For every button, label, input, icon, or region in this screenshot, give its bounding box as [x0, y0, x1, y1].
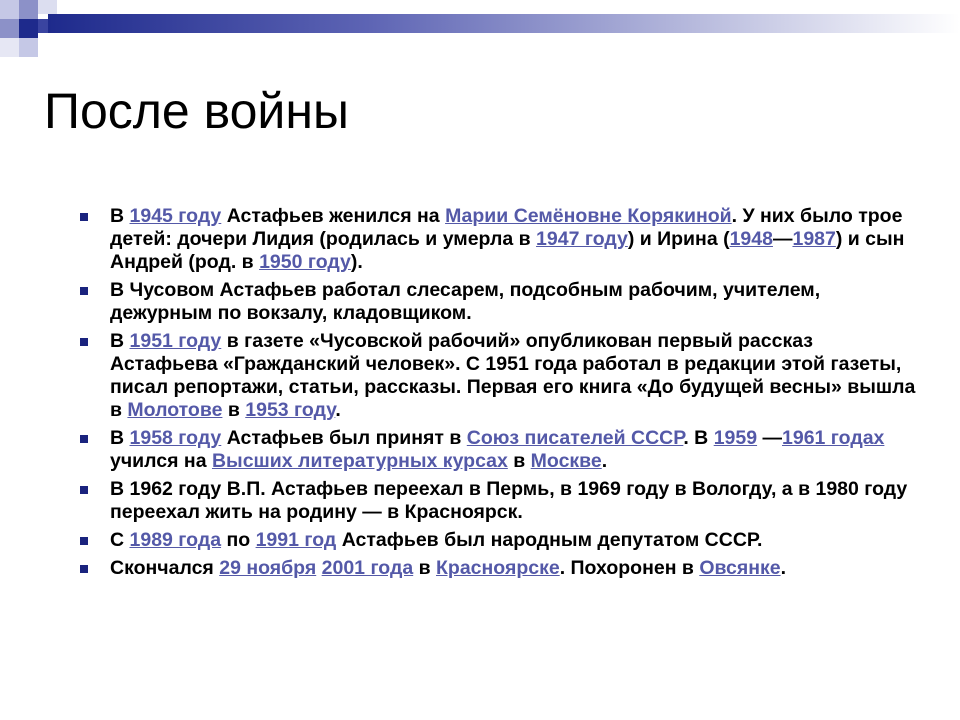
bullet-text: Астафьев был народным депутатом СССР. — [336, 529, 763, 551]
bullet-item — [80, 529, 920, 552]
text-link[interactable]: 1951 году — [129, 330, 222, 352]
bullet-text: В — [110, 205, 130, 227]
text-link[interactable]: Марии Семёновне Корякиной — [445, 205, 732, 227]
bullet-text: Астафьев был принят в — [221, 427, 467, 449]
text-link[interactable]: 1987 — [792, 228, 836, 250]
square-bullet-icon — [80, 565, 88, 573]
bullet-item — [80, 427, 920, 473]
bullet-text: в — [507, 450, 531, 472]
bullet-text: . В — [683, 427, 714, 449]
square-bullet-icon — [80, 287, 88, 295]
bullet-item — [80, 478, 920, 524]
bullet-text: в газете «Чусовской рабочий» опубликован первый рассказ Астафьева «Гражданский человек». С 1951 года работал в редакции этой газеты, писал репортажи, статьи, рассказы. Первая его книга «До будущей весны» вышла в — [110, 330, 916, 421]
text-link[interactable]: 1958 году — [129, 427, 222, 449]
bullet-text: — — [757, 427, 782, 449]
text-link[interactable]: 2001 года — [321, 557, 414, 579]
text-link[interactable]: Высших литературных курсах — [211, 450, 508, 472]
slide-title: После войны — [44, 83, 349, 139]
bullet-text: по — [221, 529, 256, 551]
bullet-text: В — [110, 427, 130, 449]
bullet-text: в — [413, 557, 437, 579]
text-link[interactable]: 1991 год — [255, 529, 337, 551]
text-link[interactable]: Красноярске — [436, 557, 560, 579]
bullet-text: . — [335, 399, 341, 421]
bullet-text: Астафьев женился на — [221, 205, 446, 227]
square-bullet-icon — [80, 213, 88, 221]
bullet-text: в — [222, 399, 246, 421]
bullet-text: ) и сын Андрей (род. в — [110, 228, 905, 273]
bullet-text: . — [780, 557, 787, 579]
bullet-text: В Чусовом Астафьев работал слесарем, подсобным рабочим, учителем, дежурным по вокзалу, кладовщиком. — [110, 279, 821, 324]
bullet-text: ). — [350, 251, 363, 273]
text-link[interactable]: 29 ноября — [219, 557, 317, 579]
text-link[interactable]: 1953 году — [245, 399, 336, 421]
bullet-text: Скончался — [110, 557, 220, 579]
bullet-text: учился на — [110, 450, 212, 472]
text-link[interactable]: Овсянке — [699, 557, 781, 579]
bullet-text: . Похоронен в — [559, 557, 700, 579]
text-link[interactable]: 1948 — [729, 228, 773, 250]
bullet-item — [80, 279, 920, 325]
bullet-item — [80, 557, 920, 580]
bullet-list — [80, 205, 920, 585]
bullet-text: В — [110, 330, 130, 352]
bullet-text: — — [772, 228, 793, 250]
bullet-text: . У них было трое детей: дочери Лидия (родилась и умерла в — [110, 205, 903, 250]
bullet-text: . — [601, 450, 608, 472]
text-link[interactable]: 1950 году — [259, 251, 351, 273]
square-bullet-icon — [80, 537, 88, 545]
text-link[interactable]: Союз писателей СССР — [466, 427, 684, 449]
bullet-item — [80, 205, 920, 274]
text-link[interactable]: Москве — [530, 450, 602, 472]
text-link[interactable]: 1947 году — [536, 228, 628, 250]
text-link[interactable]: Молотове — [127, 399, 223, 421]
bullet-text: В 1962 году В.П. Астафьев переехал в Пермь, в 1969 году в Вологду, а в 1980 году переехал жить на родину — в Красноярск. — [110, 478, 908, 523]
square-bullet-icon — [80, 486, 88, 494]
square-bullet-icon — [80, 338, 88, 346]
text-link[interactable]: 1945 году — [129, 205, 222, 227]
square-bullet-icon — [80, 435, 88, 443]
bullet-text: С — [110, 529, 130, 551]
text-link[interactable]: 1961 годах — [782, 427, 885, 449]
text-link[interactable]: 1959 — [713, 427, 758, 449]
bullet-text: ) и Ирина ( — [627, 228, 730, 250]
text-link[interactable]: 1989 года — [129, 529, 222, 551]
header-gradient-bar — [48, 14, 960, 33]
bullet-item — [80, 330, 920, 422]
